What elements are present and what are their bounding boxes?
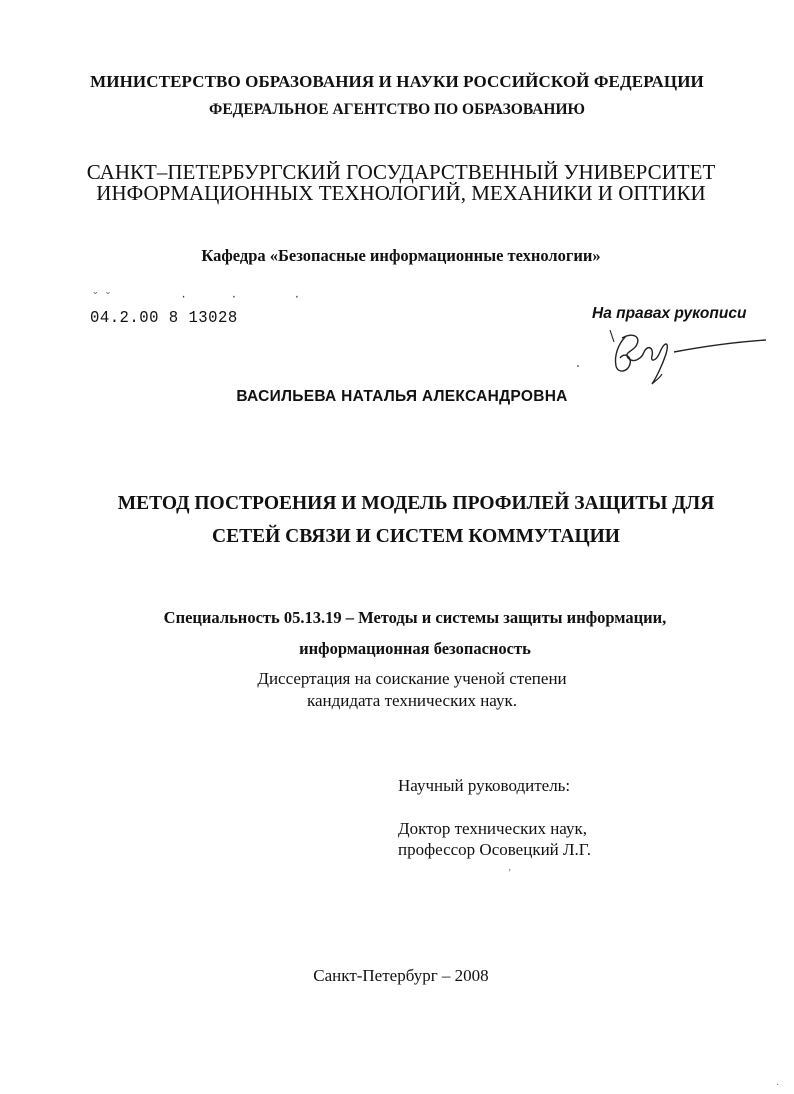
supervisor-label: Научный руководитель: [398,776,571,795]
place-and-year: Санкт-Петербург – 2008 [313,966,489,985]
agency-heading: ФЕДЕРАЛЬНОЕ АГЕНТСТВО ПО ОБРАЗОВАНИЮ [209,101,585,118]
registry-code: 04.2.00 8 13028 [90,309,238,328]
degree-statement-line2: кандидата технических наук. [307,691,517,710]
university-name-line1: САНКТ–ПЕТЕРБУРГСКИЙ ГОСУДАРСТВЕННЫЙ УНИВЕРСИТЕТ [86,160,716,184]
scan-speck: ʼ [508,868,512,879]
dissertation-title-line2: СЕТЕЙ СВЯЗИ И СИСТЕМ КОММУТАЦИИ [212,526,620,547]
registry-code-marks: ˘˘ · · · [92,292,307,304]
supervisor-name: профессор Осовецкий Л.Г. [398,840,591,859]
author-name: ВАСИЛЬЕВА НАТАЛЬЯ АЛЕКСАНДРОВНА [236,388,568,405]
signature-icon [566,322,776,388]
university-name-line2: ИНФОРМАЦИОННЫХ ТЕХНОЛОГИЙ, МЕХАНИКИ И ОПТИКИ [96,181,706,205]
rights-note: На правах рукописи [592,305,747,322]
department-name: Кафедра «Безопасные информационные технологии» [201,246,601,265]
degree-statement-line1: Диссертация на соискание ученой степени [257,669,567,688]
ministry-heading: МИНИСТЕРСТВО ОБРАЗОВАНИЯ И НАУКИ РОССИЙСКОЙ ФЕДЕРАЦИИ [90,72,704,91]
supervisor-degree: Доктор технических наук, [398,819,587,838]
scan-speck: · [776,1080,780,1091]
specialty-line1: Специальность 05.13.19 – Методы и системы защиты информации, [163,608,667,627]
specialty-line2: информационная безопасность [299,639,531,658]
dissertation-title-line1: МЕТОД ПОСТРОЕНИЯ И МОДЕЛЬ ПРОФИЛЕЙ ЗАЩИТЫ ДЛЯ [117,493,715,514]
